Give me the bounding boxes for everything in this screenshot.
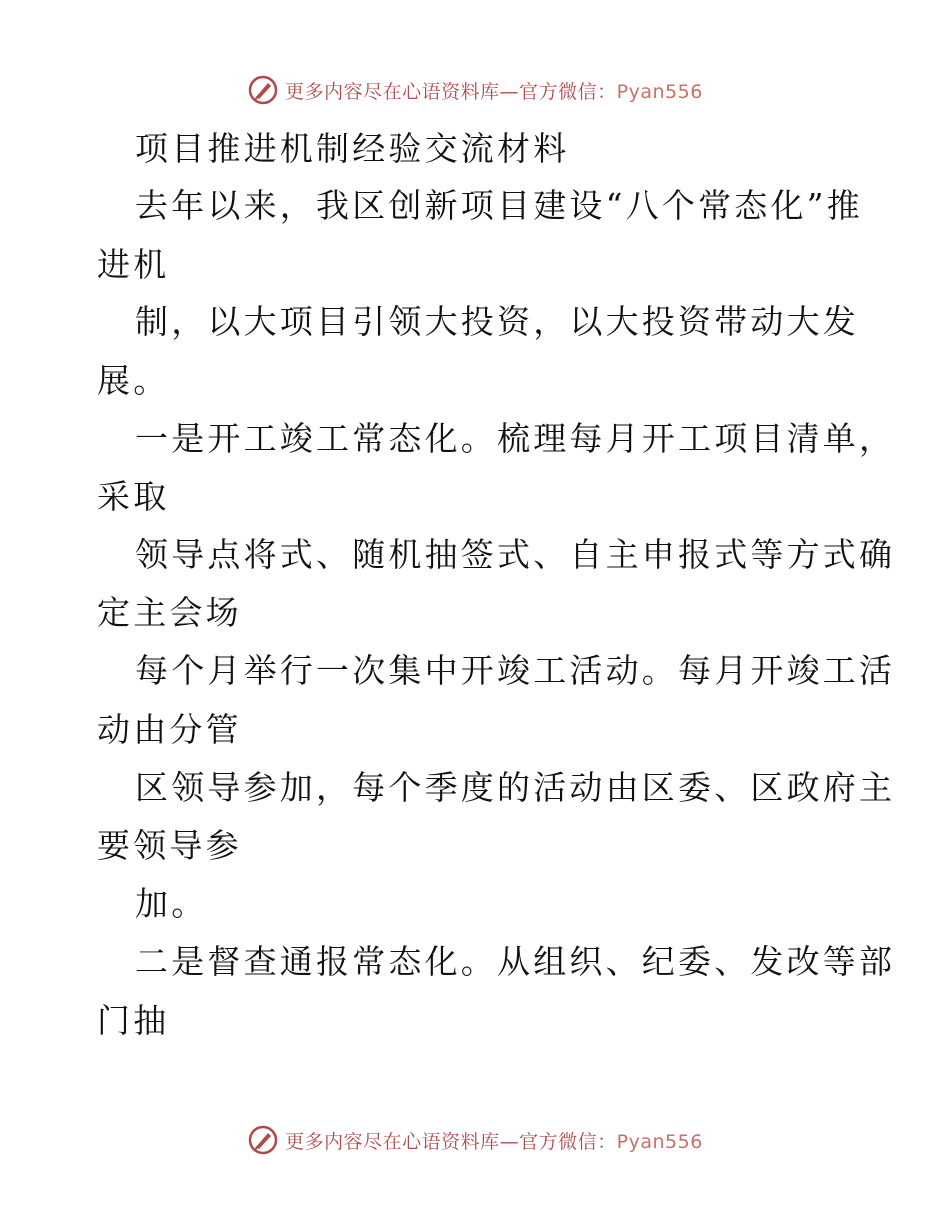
paragraph-line: 采取 (97, 477, 170, 516)
watermark-text: 更多内容尽在心语资料库—官方微信： (285, 80, 617, 103)
paragraph-line: 制，以大项目引领大投资，以大投资带动大发 (135, 302, 859, 341)
quill-pen-icon (247, 74, 279, 106)
paragraph-line: 一是开工竣工常态化。梳理每月开工项目清单， (135, 419, 896, 458)
quill-pen-icon (247, 1124, 279, 1156)
paragraph-line: 区领导参加，每个季度的活动由区委、区政府主 (135, 768, 896, 807)
footer-watermark (0, 1124, 950, 1156)
paragraph-line: 动由分管 (97, 710, 242, 749)
paragraph-line: 领导点将式、随机抽签式、自主申报式等方式确 (135, 535, 896, 574)
paragraph-line: 门抽 (97, 1001, 170, 1040)
paragraph-line: 进机 (97, 245, 170, 284)
paragraph-line: 定主会场 (97, 593, 242, 632)
document-title: 项目推进机制经验交流材料 (135, 129, 570, 168)
watermark-account: Pyan556 (616, 80, 703, 103)
watermark-text: 更多内容尽在心语资料库—官方微信： (285, 1130, 617, 1153)
paragraph-line: 去年以来，我区创新项目建设“八个常态化”推 (135, 186, 863, 225)
paragraph-line: 二是督查通报常态化。从组织、纪委、发改等部 (135, 942, 896, 981)
header-watermark (0, 74, 950, 106)
paragraph-line: 要领导参 (97, 826, 242, 865)
watermark-account: Pyan556 (616, 1130, 703, 1153)
paragraph-line: 加。 (135, 884, 208, 923)
paragraph-line: 展。 (97, 361, 170, 400)
paragraph-line: 每个月举行一次集中开竣工活动。每月开竣工活 (135, 651, 896, 690)
